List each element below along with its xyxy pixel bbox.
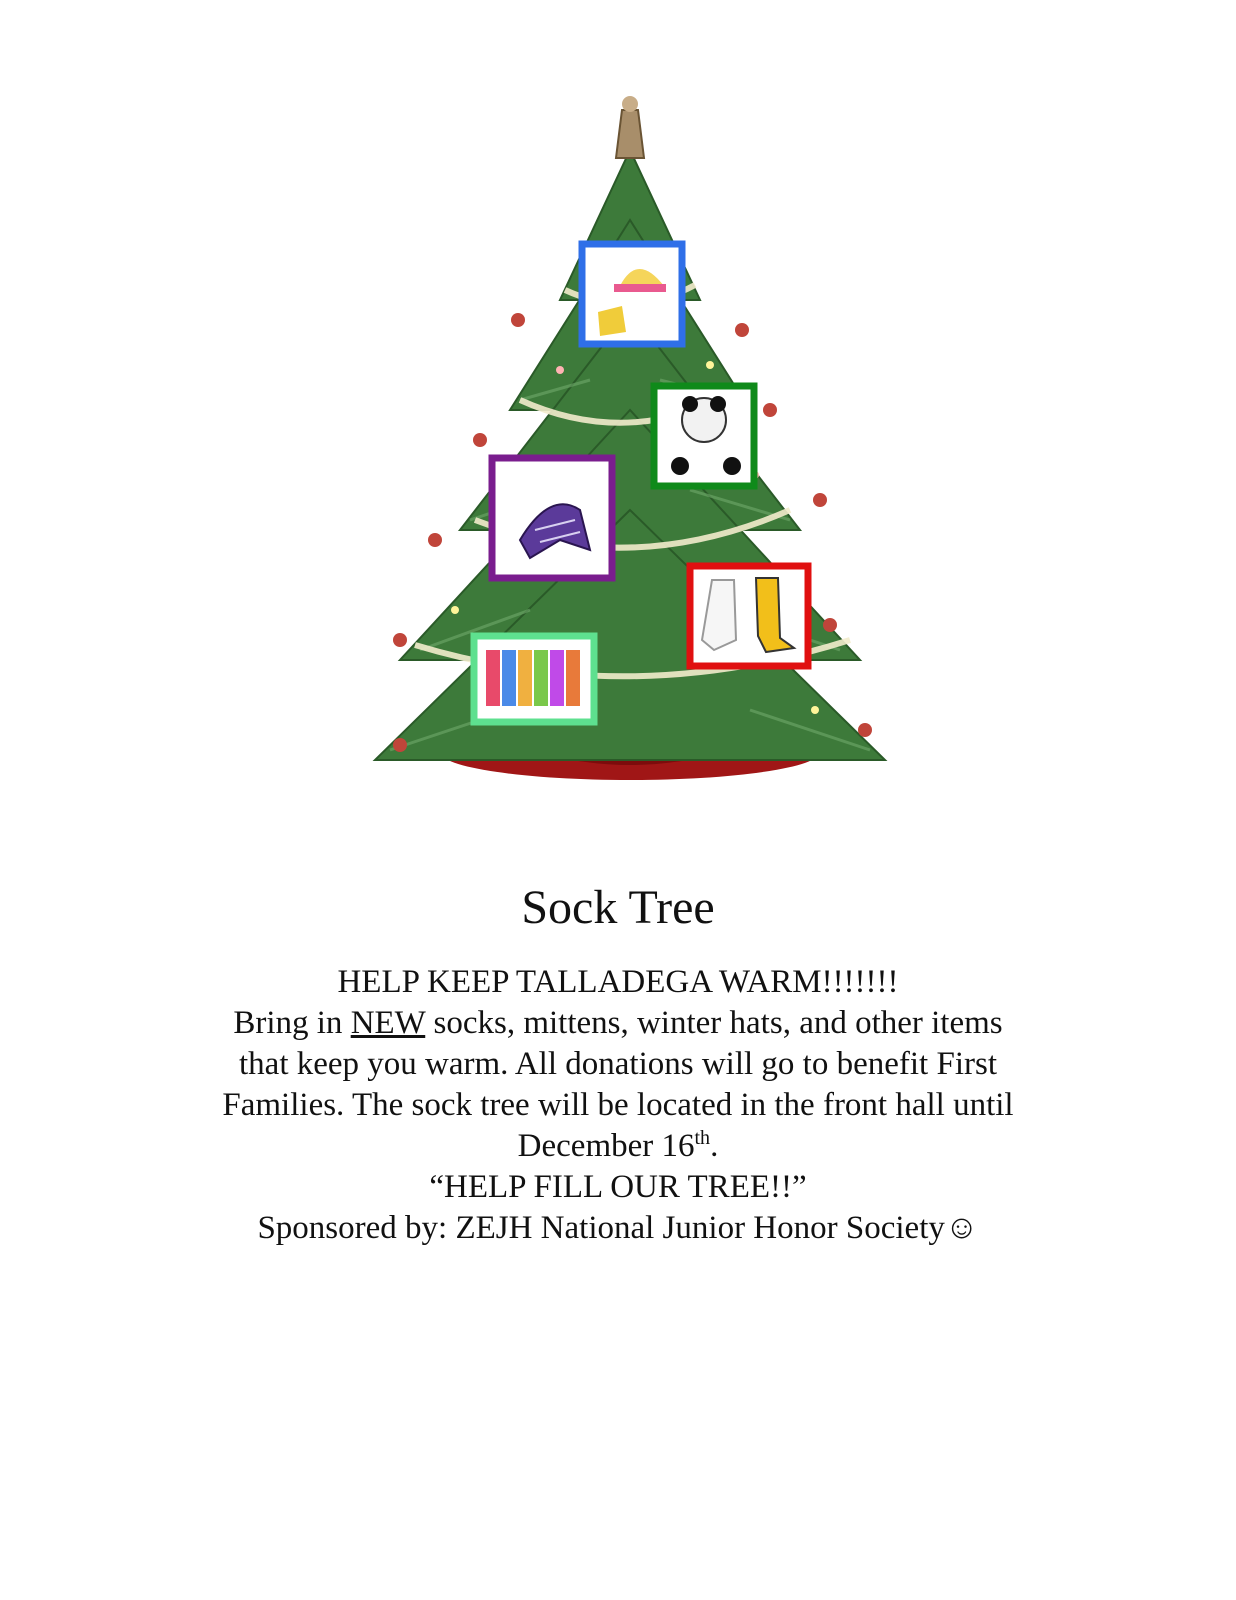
date-suffix: th [694,1127,711,1149]
pair-of-socks-frame [690,566,808,666]
body-rest-1: socks, mittens, winter hats, and other items [433,1005,1003,1041]
headline: HELP KEEP TALLADEGA WARM!!!!!!! [337,964,899,1000]
body-line-2: that keep you warm. All donations will go to benefit First [239,1046,997,1082]
flyer-body [150,962,1086,1249]
date-line [150,1126,1086,1167]
angel-topper [616,110,644,158]
socks-icon [486,650,500,706]
panda-earmuffs-frame [654,386,754,486]
colorful-socks-frame [474,636,594,722]
christmas-tree-illustration [360,80,900,800]
sponsor-line: Sponsored by: ZEJH National Junior Honor Society☺ [257,1210,979,1246]
date-main: December 16 [517,1128,695,1164]
date-period: . [710,1128,719,1164]
body-prefix: Bring in [233,1005,343,1041]
new-emphasis: NEW [350,1005,426,1041]
plaid-scarf-frame [492,458,612,578]
body-line-3: Families. The sock tree will be located in the front hall until [222,1087,1014,1123]
body-line-1 [150,1003,1086,1044]
hat-and-gloves-frame [582,244,682,344]
slogan: “HELP FILL OUR TREE!!” [429,1169,807,1205]
flyer-title: Sock Tree [521,881,715,934]
